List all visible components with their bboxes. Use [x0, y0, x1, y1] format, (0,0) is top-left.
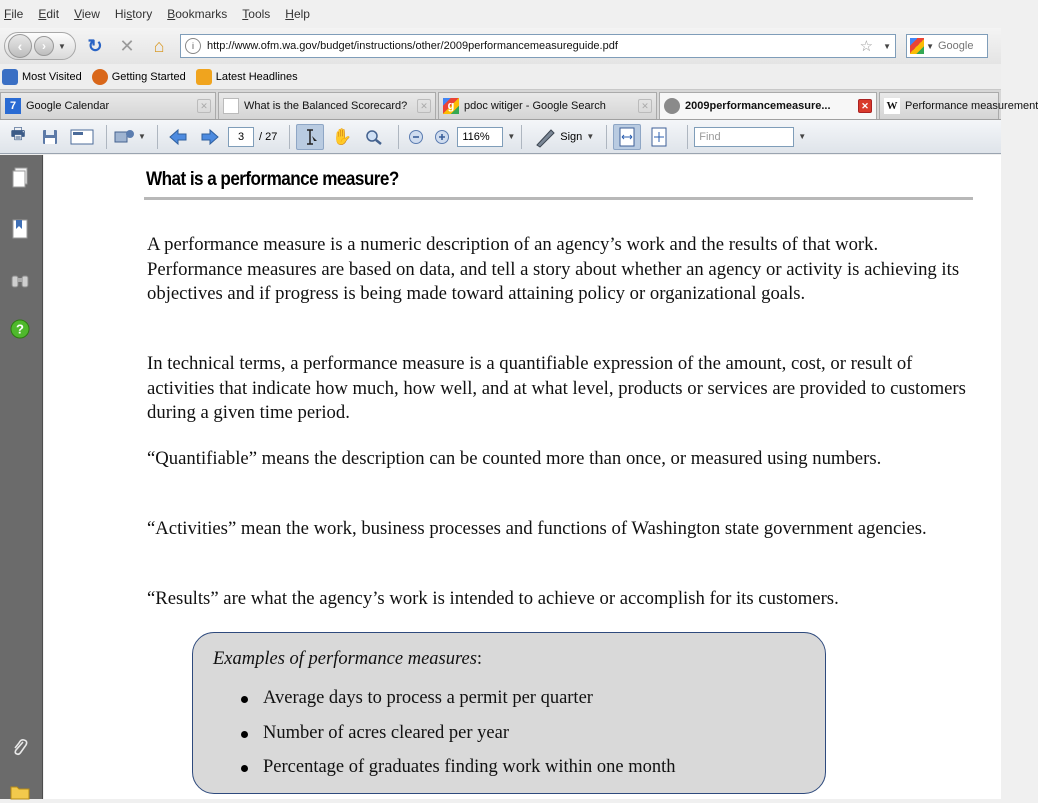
wikipedia-icon: W	[884, 98, 900, 114]
list-item: Average days to process a permit per quarter	[263, 681, 676, 716]
tab-balanced-scorecard[interactable]	[218, 92, 436, 119]
tab-google-calendar[interactable]	[0, 92, 216, 119]
examples-heading-colon: :	[476, 649, 483, 669]
bookmark-getting-started[interactable]	[92, 69, 186, 85]
tab-performance-measure-guide[interactable]	[659, 92, 877, 119]
back-button[interactable]	[8, 34, 32, 58]
paragraph-technical-terms: In technical terms, a performance measure is a quantifiable expression of the amount, cost, or result of activities that indicate how much, how well, and at what level, products or services are provided to customers during a given time period.	[147, 353, 966, 423]
reload-button[interactable]	[82, 33, 108, 59]
hand-tool-button[interactable]	[328, 124, 356, 150]
save-button[interactable]	[36, 124, 64, 150]
magnifier-icon	[364, 128, 384, 146]
toolbar-separator	[157, 125, 158, 149]
print-button[interactable]	[4, 124, 32, 150]
pages-icon	[11, 167, 29, 189]
toolbar-separator	[687, 125, 688, 149]
sign-button[interactable]	[534, 127, 594, 147]
stop-button[interactable]	[114, 33, 140, 59]
menu-bookmarks[interactable]: Bookmarks	[167, 7, 228, 21]
chevron-down-icon[interactable]: ▼	[798, 132, 807, 141]
list-item: Number of acres cleared per year	[263, 716, 676, 751]
menu-tools[interactable]: Tools	[242, 7, 271, 21]
fit-width-button[interactable]	[613, 124, 641, 150]
printer-icon: 🖶	[10, 126, 26, 143]
select-tool-button[interactable]	[296, 124, 324, 150]
forward-button[interactable]	[34, 36, 54, 56]
paperclip-icon	[11, 737, 29, 759]
marquee-zoom-button[interactable]	[360, 124, 388, 150]
site-identity-icon[interactable]: i	[185, 38, 201, 54]
examples-box	[192, 632, 826, 794]
fit-width-icon	[618, 127, 636, 147]
google-icon: g	[443, 98, 459, 114]
save-icon	[41, 128, 59, 146]
examples-heading	[213, 649, 482, 670]
engine-dropdown-icon[interactable]: ▼	[926, 41, 934, 51]
help-panel-button[interactable]	[9, 318, 31, 340]
pdf-toolbar	[0, 120, 1001, 154]
examples-list	[263, 681, 676, 785]
attachments-panel-button[interactable]	[9, 737, 31, 759]
home-icon: ⌂	[153, 35, 165, 56]
close-tab-icon[interactable]: ✕	[638, 99, 652, 113]
close-tab-icon[interactable]: ✕	[858, 99, 872, 113]
menu-file[interactable]: File	[4, 7, 24, 21]
bookmark-star-icon[interactable]: ☆	[859, 38, 874, 55]
bookmark-label: Getting Started	[111, 70, 186, 83]
tab-google-search[interactable]	[438, 92, 657, 119]
binoculars-icon	[10, 271, 30, 289]
folder-icon	[10, 784, 30, 800]
text-cursor-icon	[302, 128, 318, 146]
bookmark-page-icon	[11, 218, 29, 240]
collaborate-button[interactable]	[113, 124, 147, 150]
heading-rule	[144, 197, 973, 200]
home-button[interactable]	[146, 33, 172, 59]
reload-icon: ↻	[87, 35, 103, 56]
globe-icon	[664, 98, 680, 114]
examples-heading-text: Examples of performance measures	[213, 649, 477, 669]
chevron-down-icon: ▼	[586, 132, 595, 141]
bookmark-label: Most Visited	[22, 70, 82, 83]
fit-page-icon	[650, 127, 668, 147]
zoom-in-button[interactable]	[431, 124, 453, 150]
menu-history[interactable]: History	[114, 7, 153, 21]
menu-edit[interactable]: Edit	[38, 7, 60, 21]
page-icon	[223, 98, 239, 114]
previous-page-button[interactable]	[164, 124, 192, 150]
tab-title: 2009performancemeasure...	[685, 100, 831, 112]
history-dropdown-icon[interactable]: ▼	[58, 41, 66, 51]
toolbar-separator	[398, 125, 399, 149]
close-tab-icon[interactable]: ✕	[417, 99, 431, 113]
stop-icon: ✕	[119, 35, 135, 56]
back-forward-group	[4, 32, 76, 60]
chevron-down-icon[interactable]: ▼	[507, 132, 516, 141]
full-screen-button[interactable]	[645, 124, 673, 150]
paragraph-results: “Results” are what the agency’s work is intended to achieve or accomplish for its customers.	[147, 588, 839, 609]
tab-title: What is the Balanced Scorecard?	[244, 100, 408, 112]
bookmark-latest-headlines[interactable]	[196, 69, 298, 85]
tab-title: Performance measurement	[905, 100, 1038, 112]
pdf-navigation-panel	[0, 155, 43, 799]
pages-panel-button[interactable]	[9, 167, 31, 189]
zoom-in-icon	[434, 129, 450, 145]
search-input[interactable]	[938, 40, 984, 52]
menu-help[interactable]: Help	[285, 7, 310, 21]
arrow-right-icon	[200, 128, 220, 146]
menu-view[interactable]: View	[74, 7, 100, 21]
zoom-out-button[interactable]	[405, 124, 427, 150]
menu-bar	[0, 0, 1001, 28]
bookmarks-panel-button[interactable]	[9, 218, 31, 240]
forward-arrow-icon: ›	[42, 39, 46, 53]
paragraph-definition: A performance measure is a numeric description of an agency’s work and the results of that work. Performance measures are based on data, and tell a story about whether an agency or activity is achieving its objectives and if progress is being made toward attaining policy or organizational goals.	[147, 234, 960, 304]
calendar-icon: 7	[5, 98, 21, 114]
email-button[interactable]	[68, 124, 96, 150]
tab-title: Google Calendar	[26, 100, 110, 112]
toolbar-separator	[289, 125, 290, 149]
page-number-input[interactable]: 3	[228, 127, 254, 147]
list-item: Percentage of graduates finding work within one month	[263, 750, 676, 785]
chevron-down-icon: ▼	[138, 132, 146, 141]
bookmark-most-visited[interactable]	[2, 69, 82, 85]
toolbar-separator	[106, 125, 107, 149]
arrow-left-icon	[168, 128, 188, 146]
firefox-icon	[92, 69, 108, 85]
address-bar[interactable]	[180, 34, 896, 58]
close-tab-icon[interactable]: ✕	[197, 99, 211, 113]
tab-wikipedia-performance[interactable]	[879, 92, 1038, 119]
collaborate-icon	[114, 128, 136, 146]
rss-icon	[196, 69, 212, 85]
url-text[interactable]: http://www.ofm.wa.gov/budget/instructions/other/2009performancemeasureguide.pdf	[207, 40, 618, 52]
url-dropdown-icon[interactable]: ▼	[883, 41, 891, 51]
pen-icon	[534, 127, 556, 147]
find-input[interactable]: Find	[694, 127, 794, 147]
svg-text:?: ?	[16, 321, 24, 337]
layers-panel-button[interactable]	[9, 781, 31, 803]
toolbar-separator	[606, 125, 607, 149]
search-bar[interactable]	[906, 34, 988, 58]
email-icon	[70, 128, 94, 146]
bookmarks-toolbar	[0, 64, 1001, 90]
navigation-toolbar	[0, 28, 1001, 64]
search-panel-button[interactable]	[9, 269, 31, 291]
help-icon	[10, 319, 30, 339]
bookmark-label: Latest Headlines	[215, 70, 298, 83]
page-total: / 27	[259, 130, 278, 143]
next-page-button[interactable]	[196, 124, 224, 150]
paragraph-activities: “Activities” mean the work, business processes and functions of Washington state government agencies.	[147, 518, 927, 539]
zoom-level-select[interactable]: 116%	[457, 127, 503, 147]
most-visited-icon	[2, 69, 18, 85]
google-engine-icon[interactable]	[910, 38, 924, 54]
tab-strip	[0, 90, 1038, 120]
back-arrow-icon: ‹	[17, 38, 23, 54]
sign-label: Sign	[560, 130, 583, 143]
section-heading: What is a performance measure?	[146, 169, 399, 190]
tab-title: pdoc witiger - Google Search	[464, 100, 606, 112]
hand-icon: ✋	[332, 128, 353, 146]
paragraph-quantifiable: “Quantifiable” means the description can be counted more than once, or measured using numbers.	[147, 448, 882, 469]
pdf-document-view[interactable]	[44, 155, 1001, 799]
zoom-out-icon	[408, 129, 424, 145]
toolbar-separator	[521, 125, 522, 149]
